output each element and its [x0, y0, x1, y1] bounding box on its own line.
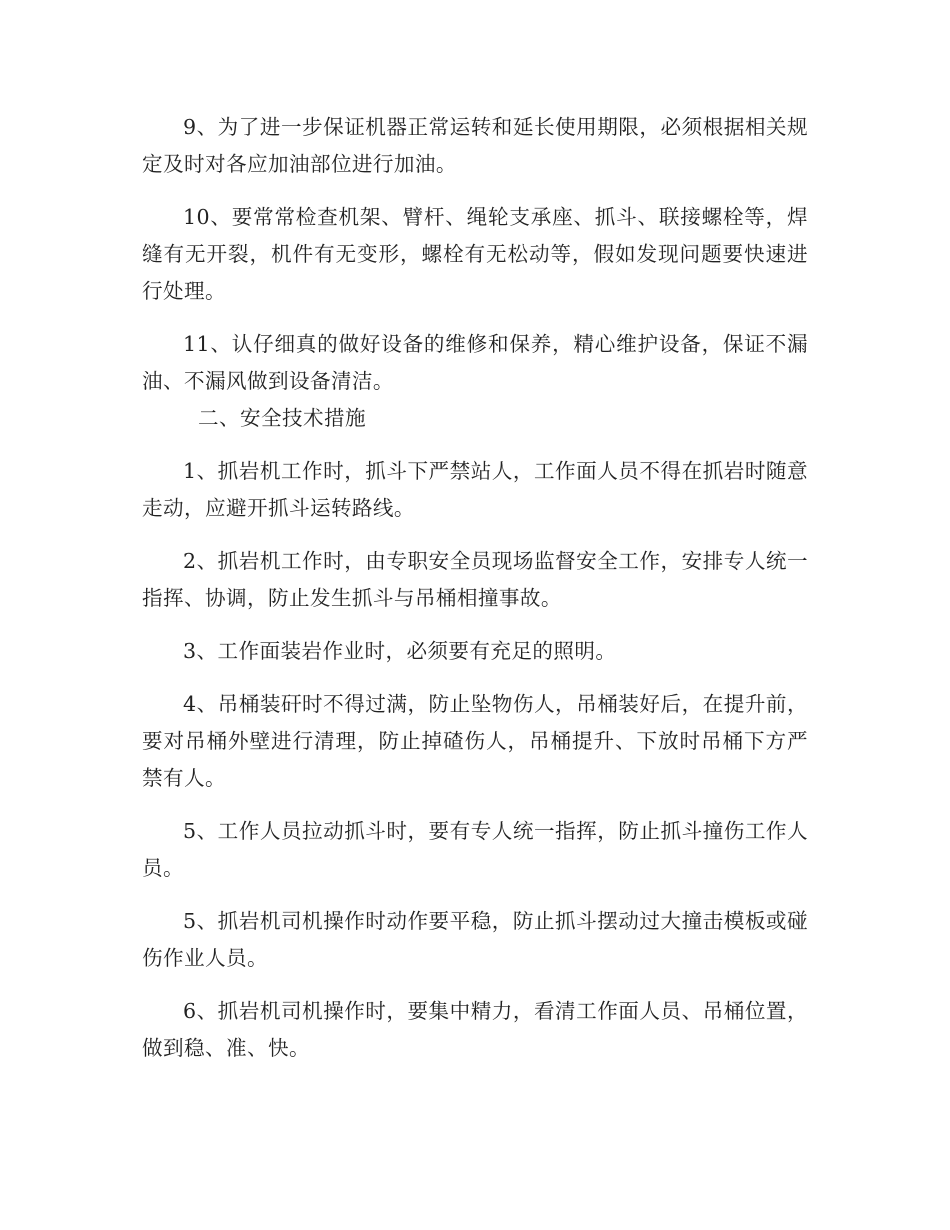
paragraph-safety-2: 2、抓岩机工作时，由专职安全员现场监督安全工作，安排专人统一指挥、协调，防止发生抓斗与吊桶相撞事故。 — [142, 549, 808, 610]
paragraph-safety-5b: 5、抓岩机司机操作时动作要平稳，防止抓斗摆动过大撞击模板或碰伤作业人员。 — [142, 909, 808, 970]
paragraph-safety-4: 4、吊桶装矸时不得过满，防止坠物伤人，吊桶装好后，在提升前，要对吊桶外壁进行清理，防止掉碴伤人，吊桶提升、下放时吊桶下方严禁有人。 — [142, 692, 808, 790]
paragraph-safety-3: 3、工作面装岩作业时，必须要有充足的照明。 — [183, 639, 617, 663]
section-heading-safety-measures: 二、安全技术措施 — [198, 406, 366, 430]
paragraph-safety-1: 1、抓岩机工作时，抓斗下严禁站人，工作面人员不得在抓岩时随意走动，应避开抓斗运转路线。 — [142, 459, 808, 520]
paragraph-safety-5a: 5、工作人员拉动抓斗时，要有专人统一指挥，防止抓斗撞伤工作人员。 — [142, 819, 808, 880]
document-page — [142, 109, 808, 1067]
paragraph-item-9: 9、为了进一步保证机器正常运转和延长使用期限，必须根据相关规定及时对各应加油部位进行加油。 — [142, 115, 808, 176]
paragraph-item-11: 11、认仔细真的做好设备的维修和保养，精心维护设备，保证不漏油、不漏风做到设备清洁。 — [142, 332, 808, 393]
paragraph-safety-6: 6、抓岩机司机操作时，要集中精力，看清工作面人员、吊桶位置，做到稳、准、快。 — [142, 999, 808, 1060]
paragraph-item-10: 10、要常常检查机架、臂杆、绳轮支承座、抓斗、联接螺栓等，焊缝有无开裂，机件有无变形，螺栓有无松动等，假如发现问题要快速进行处理。 — [142, 205, 808, 303]
